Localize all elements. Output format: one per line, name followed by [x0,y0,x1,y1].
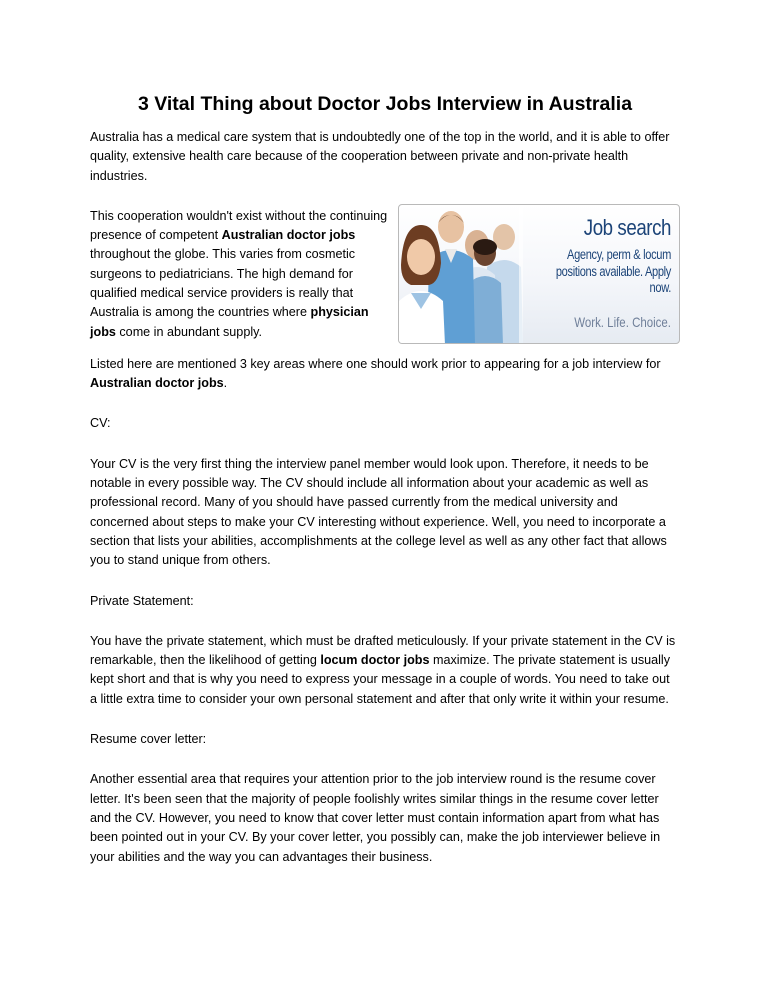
cooperation-text-3: come in abundant supply. [115,324,262,339]
private-statement-paragraph [90,632,680,709]
private-statement-heading: Private Statement: [90,593,194,608]
banner-line-1: Agency, perm & locum [567,246,671,262]
keyword-australian-doctor-jobs: Australian doctor jobs [221,228,356,243]
cv-paragraph: Your CV is the very first thing the interview panel member would look upon. Therefore, it needs to be notable in every possible way. The CV should include all information about your academic as well as professional record. Many of you should have passed currently from the medical university and concerned about steps to make your CV interesting without experience. Well, you need to incorporate a section that lists your abilities, accomplishments at the college level as well as any other fact that allows you to stand unique from others. [90,456,667,568]
statement-text-1: You have the private statement, which must be drafted meticulously. If your private statement in the CV is remarkable, then the likelihood of getting [90,633,676,668]
cooperation-text-1: This cooperation wouldn't exist without the continuing presence of competent [90,208,388,243]
cover-letter-heading: Resume cover letter: [90,732,207,747]
keyword-physician-jobs: physician jobs [90,305,369,339]
intro-paragraph: Australia has a medical care system that is undoubtedly one of the top in the world, and it is able to offer quality, extensive health care because of the cooperation between private and non-private health industries. [90,130,670,183]
listed-text-2: . [223,376,228,391]
banner-tagline: Work. Life. Choice. [574,313,671,330]
cooperation-paragraph [90,207,390,342]
banner-text-block [521,215,671,330]
keyword-australian-doctor-jobs-2: Australian doctor jobs [90,376,224,391]
job-search-banner-image [398,204,680,344]
page-title: 3 Vital Thing about Doctor Jobs Interview in Australia [137,93,633,115]
listed-text-1: Listed here are mentioned 3 key areas where one should work prior to appearing for a job interview for [90,356,661,371]
banner-line-2: positions available. Apply now. [555,263,671,295]
statement-text-2: maximize. The private statement is usually kept short and that is why you need to express your message in a couple of words. You need to take out a little extra time to consider your own personal statement and after that only write it within your resume. [90,653,671,706]
document-page [90,92,680,888]
listed-paragraph [90,355,680,394]
cover-letter-paragraph: Another essential area that requires your attention prior to the job interview round is the resume cover letter. It's been seen that the majority of people foolishly writes similar things in the resume cover letter and the CV. However, you need to know that cover letter must contain information apart from what has been pointed out in your CV. By your cover letter, you possibly can, make the job interviewer believe in your abilities and the way you can advantages their business. [90,772,661,864]
banner-title: Job search [583,214,671,240]
cooperation-section [90,207,680,344]
cooperation-text-2: throughout the globe. This varies from cosmetic surgeons to pediatricians. The high demand for qualified medical service providers is really that Australia is among the countries where [90,247,356,320]
cv-heading: CV: [90,416,111,431]
keyword-locum-doctor-jobs: locum doctor jobs [320,653,430,668]
